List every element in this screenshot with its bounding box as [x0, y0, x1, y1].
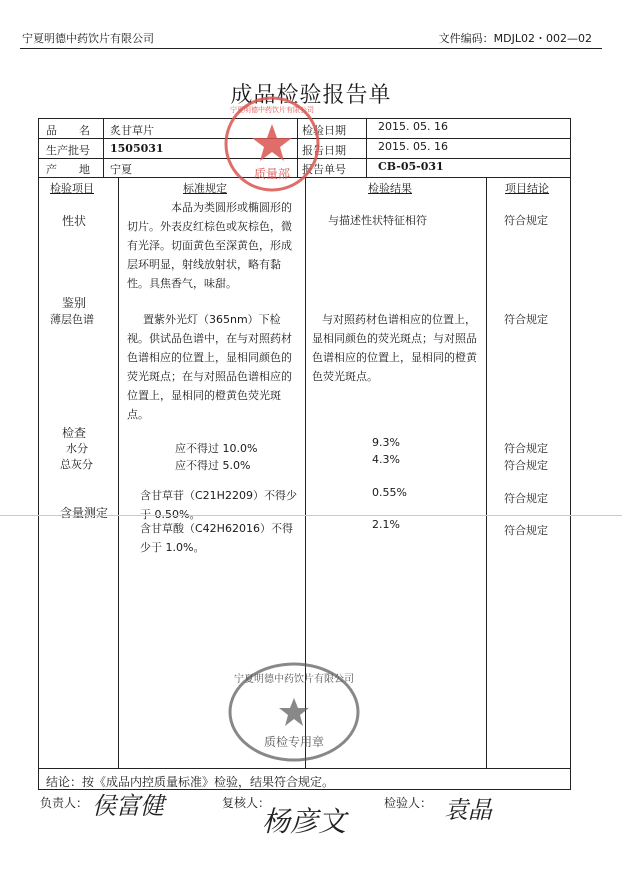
ident-result: 与对照药材色谱相应的位置上，显相同颜色的荧光斑点；与对照品色谱相应的位置上，显相同的橙黄色荧光斑点。 — [312, 313, 477, 383]
col-divider — [486, 177, 487, 768]
company-name: 宁夏明德中药饮片有限公司 — [22, 32, 154, 45]
inspect-date-value: 2015. 05. 16 — [378, 120, 448, 133]
col-header-conclusion: 项目结论 — [505, 182, 549, 195]
ash-standard: 应不得过 5.0% — [175, 459, 251, 472]
property-standard: 本品为类圆形或椭圆形的切片。外表皮红棕色或灰棕色，微有光泽。切面黄色至深黄色，形成层环明显，射线放射状，略有黏性。具焦香气，味甜。 — [127, 201, 292, 290]
property-result: 与描述性状特征相符 — [328, 214, 427, 227]
ident-standard: 置紫外光灯（365nm）下检视。供试品色谱中，在与对照药材色谱相应的位置上，显相同颜色的荧光斑点；在与对照品色谱相应的位置上，显相同的橙黄色荧光斑点。 — [127, 313, 292, 421]
report-no-value: CB-05-031 — [378, 160, 444, 173]
col-header-standard: 标准规定 — [183, 182, 227, 195]
scan-artifact-line — [0, 515, 622, 516]
top-seal-sub: 质量部 — [253, 167, 291, 181]
assay-label: 含量测定 — [60, 506, 109, 520]
assay2-result: 2.1% — [372, 518, 400, 531]
property-conclusion: 符合规定 — [504, 214, 548, 227]
report-date-value: 2015. 05. 16 — [378, 140, 448, 153]
report-title: 成品检验报告单 — [230, 83, 392, 108]
product-value: 炙甘草片 — [110, 124, 154, 137]
quality-department-seal — [222, 94, 322, 194]
inspector-label: 检验人： — [384, 796, 433, 810]
col-header-result: 检验结果 — [368, 182, 412, 195]
property-label: 性状 — [62, 214, 87, 228]
batch-value: 1505031 — [110, 142, 164, 155]
header-divider — [20, 48, 602, 49]
ident-label: 鉴别 — [62, 296, 87, 310]
assay1-standard: 含甘草苷（C21H2209）不得少于 0.50%。 — [140, 489, 297, 521]
ash-label: 总灰分 — [60, 458, 93, 471]
ash-result: 4.3% — [372, 453, 400, 466]
conclusion-text: 结论：按《成品内控质量标准》检验，结果符合规定。 — [46, 775, 335, 789]
bottom-seal-text: 宁夏明德中药饮片有限公司 — [234, 674, 354, 685]
batch-label: 生产批号 — [46, 144, 90, 157]
origin-label: 产 地 — [46, 163, 90, 176]
col-divider — [118, 177, 119, 768]
col-divider — [103, 118, 104, 177]
quality-inspection-seal — [226, 660, 362, 764]
water-standard: 应不得过 10.0% — [175, 442, 258, 455]
water-label: 水分 — [66, 442, 88, 455]
report-no-label: 报告单号 — [302, 163, 346, 176]
col-header-item: 检验项目 — [50, 182, 94, 195]
water-conclusion: 符合规定 — [504, 442, 548, 455]
origin-value: 宁夏 — [110, 163, 132, 176]
ident-conclusion: 符合规定 — [504, 313, 548, 326]
document-number: 文件编码：MDJL02・002—02 — [438, 32, 592, 45]
ash-conclusion: 符合规定 — [504, 459, 548, 472]
col-divider — [366, 118, 367, 177]
responsible-label: 负责人： — [40, 796, 89, 810]
bottom-seal-sub: 质检专用章 — [263, 735, 325, 749]
responsible-signature: 侯富健 — [92, 792, 164, 820]
assay2-standard: 含甘草酸（C42H62016）不得少于 1.0%。 — [140, 522, 293, 554]
inspector-signature: 袁晶 — [444, 796, 492, 824]
row-divider — [38, 768, 571, 769]
ident-sub-label: 薄层色谱 — [50, 313, 94, 326]
product-label: 品 名 — [46, 124, 90, 137]
report-date-label: 报告日期 — [302, 144, 346, 157]
assay2-conclusion: 符合规定 — [504, 524, 548, 537]
top-seal-text: 宁夏明德中药饮片有限公司 — [230, 106, 314, 114]
check-label: 检查 — [62, 426, 87, 440]
assay1-result: 0.55% — [372, 486, 407, 499]
assay1-conclusion: 符合规定 — [504, 492, 548, 505]
reviewer-label: 复核人： — [222, 796, 271, 810]
water-result: 9.3% — [372, 436, 400, 449]
reviewer-signature: 杨彦文 — [262, 805, 347, 838]
inspect-date-label: 检验日期 — [302, 124, 346, 137]
